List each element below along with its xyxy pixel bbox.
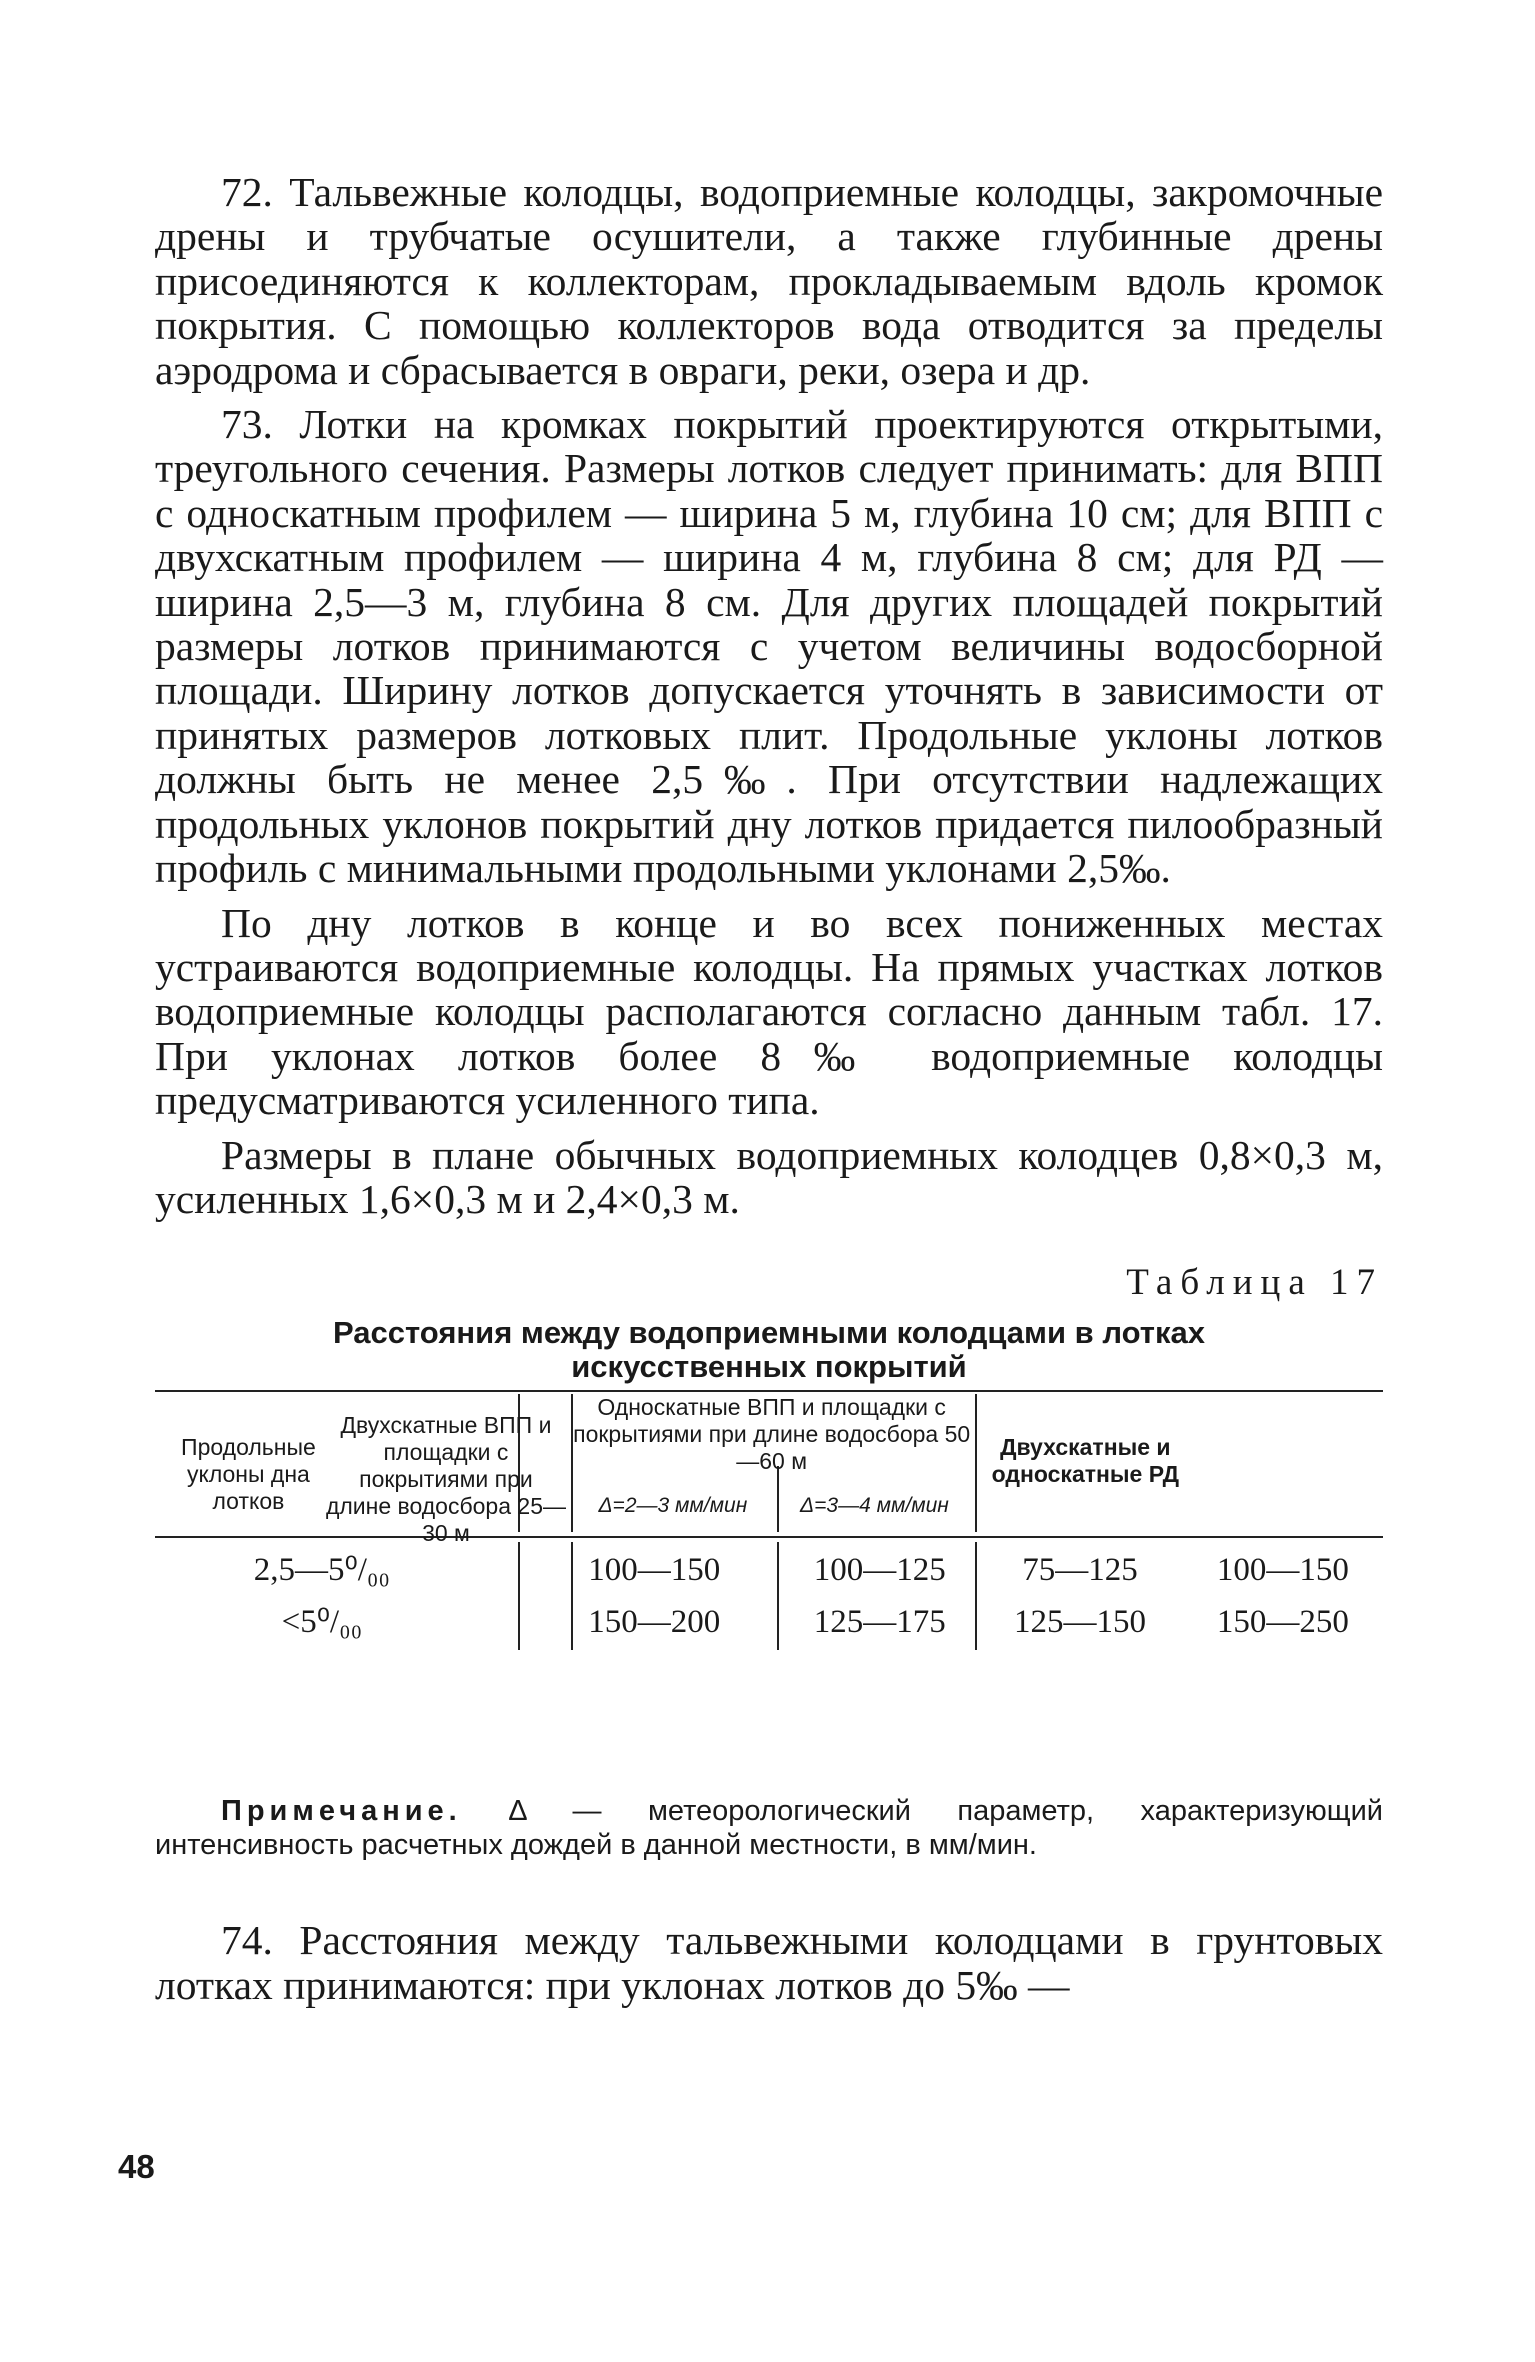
table-note (155, 1794, 1383, 1862)
header-divider-4 (975, 1394, 977, 1532)
paragraph-73: 73. Лотки на кромках покрытий проектируются открытыми, треугольного сечения. Размеры лотков следует принимать: для ВПП с односкатным профилем — ширина 5 м, глубина 10 см; для ВПП с двухскатным профилем — ширина 4 м, глубина 8 см; для РД — ширина 2,5—3 м, глубина 8 см. Для других площадей покрытий размеры лотков принимаются с учетом величины водосборной площади. Ширину лотков допускается уточнять в зависимости от принятых размеров лотковых плит. Продольные уклоны лотков должны быть не менее 2,5‰. При отсутствии надлежащих продольных уклонов покрытий дну лотков придается пилообразный профиль с минимальными продольными уклонами 2,5‰. (155, 401, 1383, 892)
paragraph-73-sizes: Размеры в плане обычных водоприемных колодцев 0,8×0,3 м, усиленных 1,6×0,3 м и 2,4×0,3 м. (155, 1131, 1383, 1222)
table-caption (155, 1316, 1383, 1384)
note-text: Δ — метеорологический параметр, характеризующий интенсивность расчетных дождей в данной местности, в мм/мин. (155, 1795, 1383, 1862)
header-slope: Продольные уклоны дна лотков (181, 1434, 316, 1515)
row1-col3: 100—125 (813, 1552, 946, 1589)
row2-slope: <5⁰/₀₀ (281, 1604, 363, 1641)
row2-col4: 125—150 (1013, 1604, 1146, 1641)
page-number: 48 (118, 2148, 155, 2185)
row1-col5: 100—150 (1216, 1552, 1349, 1589)
header-taxiways: Двухскатные и односкатные РД (991, 1434, 1179, 1488)
header-two-slope-runway: Двухскатные ВПП и площадки с покрытиями при длине водосбора 25—30 м (325, 1412, 566, 1547)
row2-col2: 150—200 (588, 1604, 721, 1641)
table-number: Таблица 17 (1126, 1262, 1383, 1304)
header-one-slope-group: Односкатные ВПП и площадки с покрытиями при длине водосбора 50—60 м (573, 1394, 971, 1475)
table-caption-line1: Расстояния между водоприемными колодцами в лотках (333, 1315, 1205, 1351)
paragraph-73-wells: По дну лотков в конце и во всех пониженных местах устраиваются водоприемные колодцы. На прямых участках лотков водоприемные колодцы располагаются согласно данным табл. 17. При уклонах лотков более 8‰ водоприемные колодцы предусматриваются усиленного типа. (155, 899, 1383, 1124)
note-label: Примечание. (221, 1795, 462, 1828)
page-body (155, 170, 1383, 2007)
header-delta-2-3: Δ=2—3 мм/мин (598, 1494, 748, 1518)
paragraph-72: 72. Тальвежные колодцы, водоприемные колодцы, закромочные дрены и трубчатые осушители, а также глубинные дрены присоединяются к коллекторам, прокладываемым вдоль кромок покрытия. С помощью коллекторов вода отводится за пределы аэродрома и сбрасывается в овраги, реки, озера и др. (155, 169, 1383, 393)
header-delta-3-4: Δ=3—4 мм/мин (800, 1494, 949, 1518)
table-top-rule (155, 1390, 1383, 1392)
table-caption-line2: искусственных покрытий (571, 1349, 967, 1385)
row2-col5: 150—250 (1216, 1604, 1349, 1641)
row1-col4: 75—125 (1022, 1552, 1138, 1589)
row1-slope: 2,5—5⁰/₀₀ (253, 1552, 390, 1589)
row2-col3: 125—175 (813, 1604, 946, 1641)
paragraph-74: 74. Расстояния между тальвежными колодцами в грунтовых лотках принимаются: при уклонах лотков до 5‰ — (155, 1917, 1383, 2008)
distance-table (155, 1384, 1383, 1784)
row1-col2: 100—150 (588, 1552, 721, 1589)
